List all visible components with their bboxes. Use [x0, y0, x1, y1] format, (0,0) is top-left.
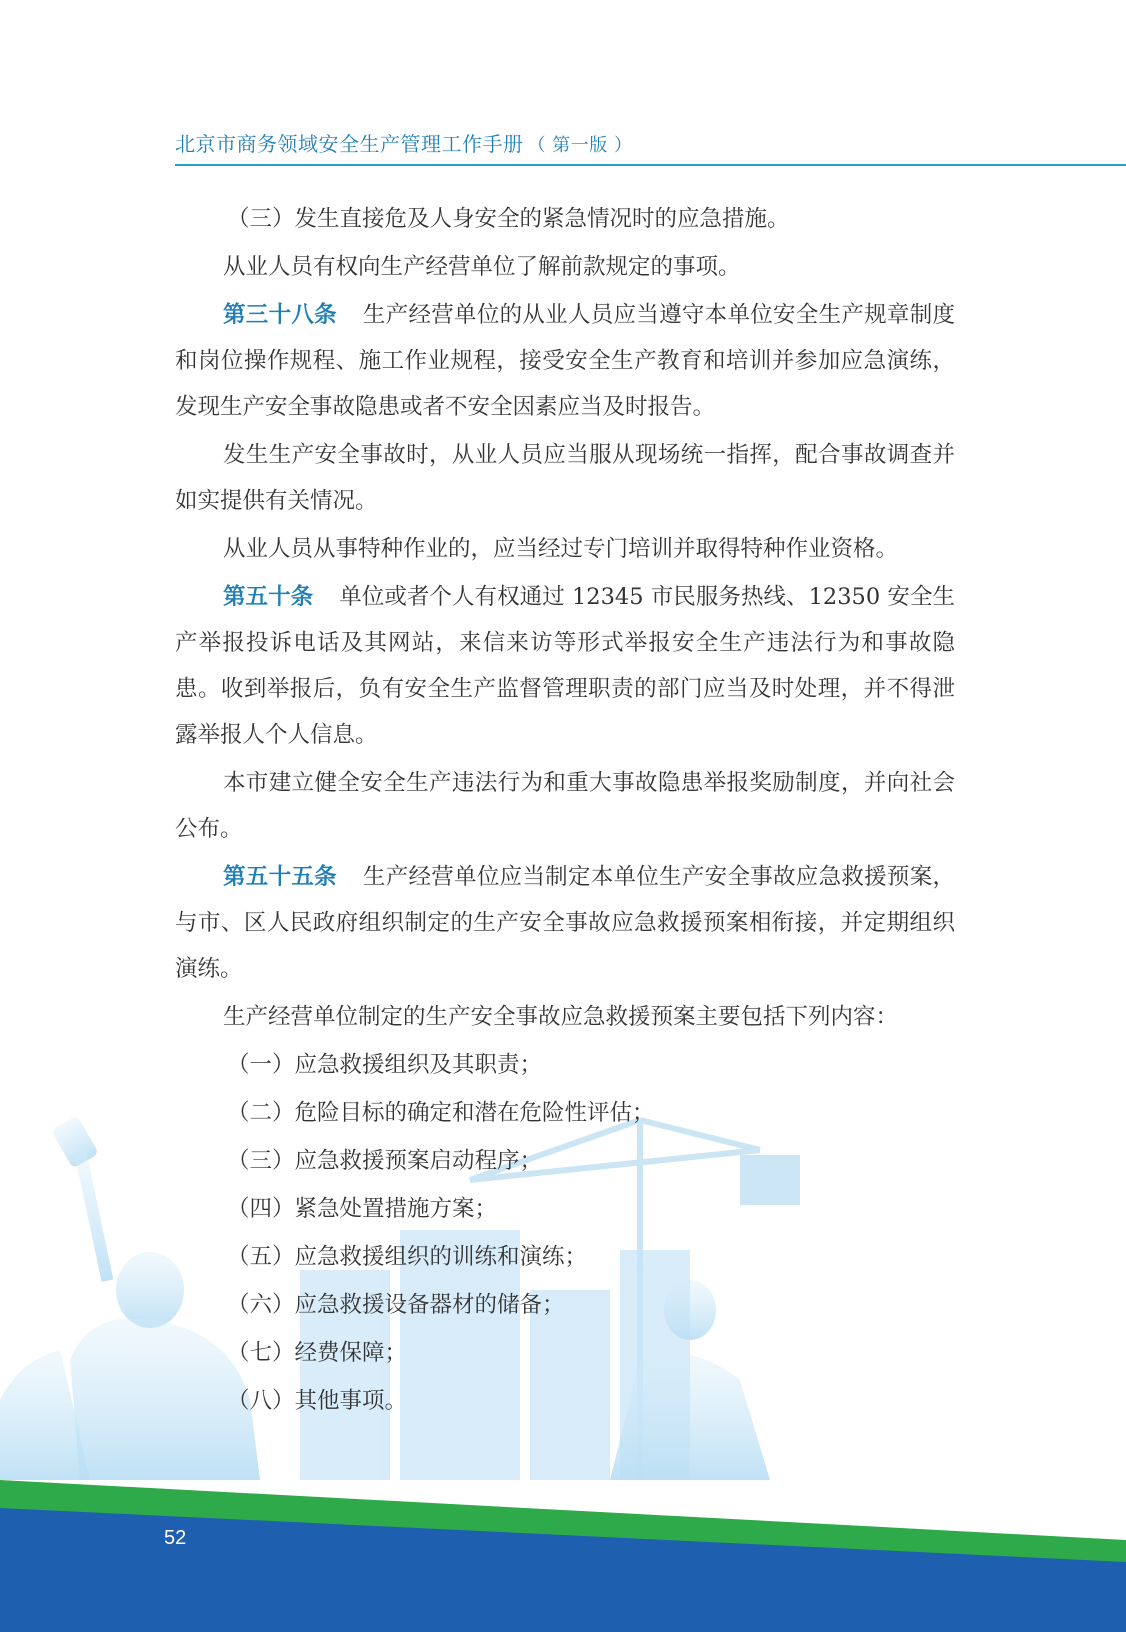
article-number: 第三十八条	[223, 302, 337, 328]
handbook-title: 北京市商务领域安全生产管理工作手册	[175, 132, 524, 156]
article-text: 单位或者个人有权通过 12345 市民服务热线、12350 安全生产举报投诉电话及其网站，来信来访等形式举报安全生产违法行为和事故隐患。收到举报后，负有安全生产监督管理职责的部门应当及时处理，并不得泄露举报人个人信息。	[175, 584, 955, 748]
footer-band	[0, 1480, 1126, 1632]
list-item	[175, 1378, 955, 1424]
article-number: 第五十五条	[223, 864, 337, 890]
list-item-text: （六）应急救援设备器材的储备；	[227, 1292, 565, 1318]
article-number: 第五十条	[223, 584, 314, 610]
body-paragraph	[175, 244, 955, 290]
list-item	[175, 1138, 955, 1184]
list-item-text: （一）应急救援组织及其职责；	[227, 1052, 543, 1078]
list-item	[175, 1282, 955, 1328]
list-item-text: （八）其他事项。	[227, 1388, 408, 1414]
article-paragraph	[175, 574, 955, 758]
paragraph-text: 本市建立健全安全生产违法行为和重大事故隐患举报奖励制度，并向社会公布。	[175, 770, 955, 842]
list-item	[175, 1090, 955, 1136]
list-item	[175, 1234, 955, 1280]
article-paragraph	[175, 292, 955, 430]
body-paragraph	[175, 760, 955, 852]
list-item-text: （五）应急救援组织的训练和演练；	[227, 1244, 588, 1270]
list-item	[175, 1186, 955, 1232]
running-header	[175, 128, 632, 157]
edition-label: （ 第一版 ）	[527, 135, 633, 156]
paragraph-text: 从业人员有权向生产经营单位了解前款规定的事项。	[223, 254, 741, 280]
list-item-text: （七）经费保障；	[227, 1340, 408, 1366]
list-item-text: （四）紧急处置措施方案；	[227, 1196, 498, 1222]
list-item-text: （二）危险目标的确定和潜在危险性评估；	[227, 1100, 655, 1126]
body-paragraph	[175, 994, 955, 1040]
header-rule	[175, 164, 1126, 166]
paragraph-text: 从业人员从事特种作业的，应当经过专门培训并取得特种作业资格。	[223, 536, 899, 562]
body-paragraph	[175, 526, 955, 572]
body-paragraph	[175, 432, 955, 524]
list-item	[175, 1330, 955, 1376]
document-body	[175, 196, 955, 1426]
page-number: 52	[164, 1527, 187, 1549]
paragraph-text: 生产经营单位制定的生产安全事故应急救援预案主要包括下列内容：	[223, 1004, 899, 1030]
article-paragraph	[175, 854, 955, 992]
list-item-text: （三）应急救援预案启动程序；	[227, 1148, 543, 1174]
article-text: 生产经营单位应当制定本单位生产安全事故应急救援预案，与市、区人民政府组织制定的生产安全事故应急救援预案相衔接，并定期组织演练。	[175, 864, 955, 982]
article-text: 生产经营单位的从业人员应当遵守本单位安全生产规章制度和岗位操作规程、施工作业规程，接受安全生产教育和培训并参加应急演练，发现生产安全事故隐患或者不安全因素应当及时报告。	[175, 302, 955, 420]
list-item	[175, 196, 955, 242]
list-item	[175, 1042, 955, 1088]
list-item-text: （三）发生直接危及人身安全的紧急情况时的应急措施。	[227, 206, 790, 232]
paragraph-text: 发生生产安全事故时，从业人员应当服从现场统一指挥，配合事故调查并如实提供有关情况。	[175, 442, 955, 514]
